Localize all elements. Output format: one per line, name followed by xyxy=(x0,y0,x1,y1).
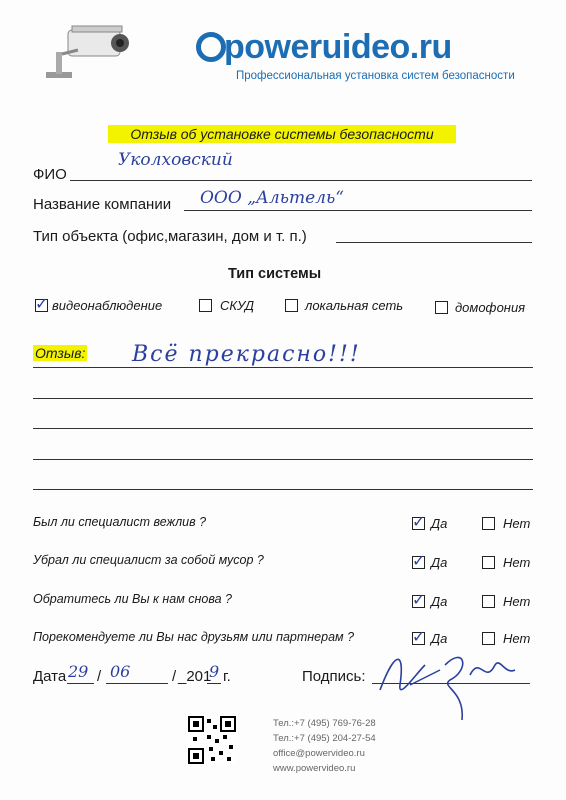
fio-line xyxy=(70,180,532,181)
review-line xyxy=(33,398,533,399)
question-no-label: Нет xyxy=(503,555,531,570)
date-label: Дата xyxy=(33,668,67,685)
question-yes-label: Да xyxy=(431,516,448,531)
checkbox-videonablyudenie[interactable] xyxy=(35,294,49,313)
brand-tagline: Профессиональная установка систем безопасности xyxy=(236,70,515,82)
question-text: Был ли специалист вежлив ? xyxy=(33,515,207,529)
qr-code-icon xyxy=(188,716,236,764)
company-label: Название компании xyxy=(33,196,172,213)
question-yes-checkbox[interactable] xyxy=(412,551,426,570)
checkbox-skud[interactable] xyxy=(199,299,212,312)
checkmark-icon: ✓ xyxy=(412,551,426,570)
question-yes-checkbox[interactable] xyxy=(412,627,426,646)
question-yes-checkbox[interactable] xyxy=(412,590,426,609)
question-no-checkbox[interactable] xyxy=(482,556,495,569)
form-title: Отзыв об установке системы безопасности xyxy=(108,125,456,143)
review-line xyxy=(33,459,533,460)
object-line xyxy=(336,242,532,243)
question-text: Обратитесь ли Вы к нам снова ? xyxy=(33,592,232,606)
camera-icon xyxy=(38,22,138,82)
review-line xyxy=(33,428,533,429)
date-day-line xyxy=(67,683,94,684)
date-suffix: г. xyxy=(223,668,231,685)
question-yes-label: Да xyxy=(431,555,448,570)
review-text[interactable]: Всё прекрасно!!! xyxy=(132,342,361,367)
option-domofoniya: домофония xyxy=(455,300,526,315)
footer-email[interactable]: office@powervideo.ru xyxy=(273,748,365,759)
date-year-line xyxy=(207,683,221,684)
review-line xyxy=(33,489,533,490)
date-separator: / xyxy=(172,668,177,685)
option-local-network: локальная сеть xyxy=(305,298,404,313)
company-value[interactable]: ООО „Альтель“ xyxy=(200,188,344,208)
question-text: Порекомендуете ли Вы нас друзьям или партнерам ? xyxy=(33,630,355,644)
question-yes-label: Да xyxy=(431,631,448,646)
system-heading: Тип системы xyxy=(228,266,322,282)
question-no-label: Нет xyxy=(503,594,531,609)
review-label: Отзыв: xyxy=(35,345,86,361)
date-year-digit[interactable]: 9 xyxy=(209,662,220,681)
checkmark-icon: ✓ xyxy=(412,627,426,646)
question-no-checkbox[interactable] xyxy=(482,595,495,608)
checkmark-icon: ✓ xyxy=(35,294,49,313)
checkmark-icon: ✓ xyxy=(412,590,426,609)
checkbox-local-network[interactable] xyxy=(285,299,298,312)
question-yes-checkbox[interactable] xyxy=(412,512,426,531)
fio-label: ФИО xyxy=(33,166,67,183)
checkmark-icon: ✓ xyxy=(412,512,426,531)
fio-value[interactable]: Уколховский xyxy=(118,150,233,170)
brand-logo: poweruideo.ru xyxy=(196,28,452,67)
date-separator: / xyxy=(97,668,102,685)
review-line xyxy=(33,367,533,368)
company-line xyxy=(184,210,532,211)
checkbox-domofoniya[interactable] xyxy=(435,301,448,314)
signature-scribble[interactable] xyxy=(370,645,520,725)
footer-site[interactable]: www.powervideo.ru xyxy=(273,763,356,774)
date-day[interactable]: 29 xyxy=(68,662,89,681)
question-text: Убрал ли специалист за собой мусор ? xyxy=(33,553,264,567)
question-no-checkbox[interactable] xyxy=(482,517,495,530)
question-no-label: Нет xyxy=(503,516,531,531)
signature-label: Подпись: xyxy=(302,668,366,685)
date-month[interactable]: 06 xyxy=(110,662,131,681)
option-videonablyudenie: видеонаблюдение xyxy=(52,298,163,313)
question-no-checkbox[interactable] xyxy=(482,632,495,645)
date-year-prefix: _201 xyxy=(178,668,212,685)
footer-phone: Тел.:+7 (495) 204-27-54 xyxy=(273,733,376,744)
date-month-line xyxy=(106,683,168,684)
object-label: Тип объекта (офис,магазин, дом и т. п.) xyxy=(33,228,307,245)
footer-phone: Тел.:+7 (495) 769-76-28 xyxy=(273,718,376,729)
question-no-label: Нет xyxy=(503,631,531,646)
power-icon xyxy=(196,32,226,62)
option-skud: СКУД xyxy=(220,298,255,313)
question-yes-label: Да xyxy=(431,594,448,609)
